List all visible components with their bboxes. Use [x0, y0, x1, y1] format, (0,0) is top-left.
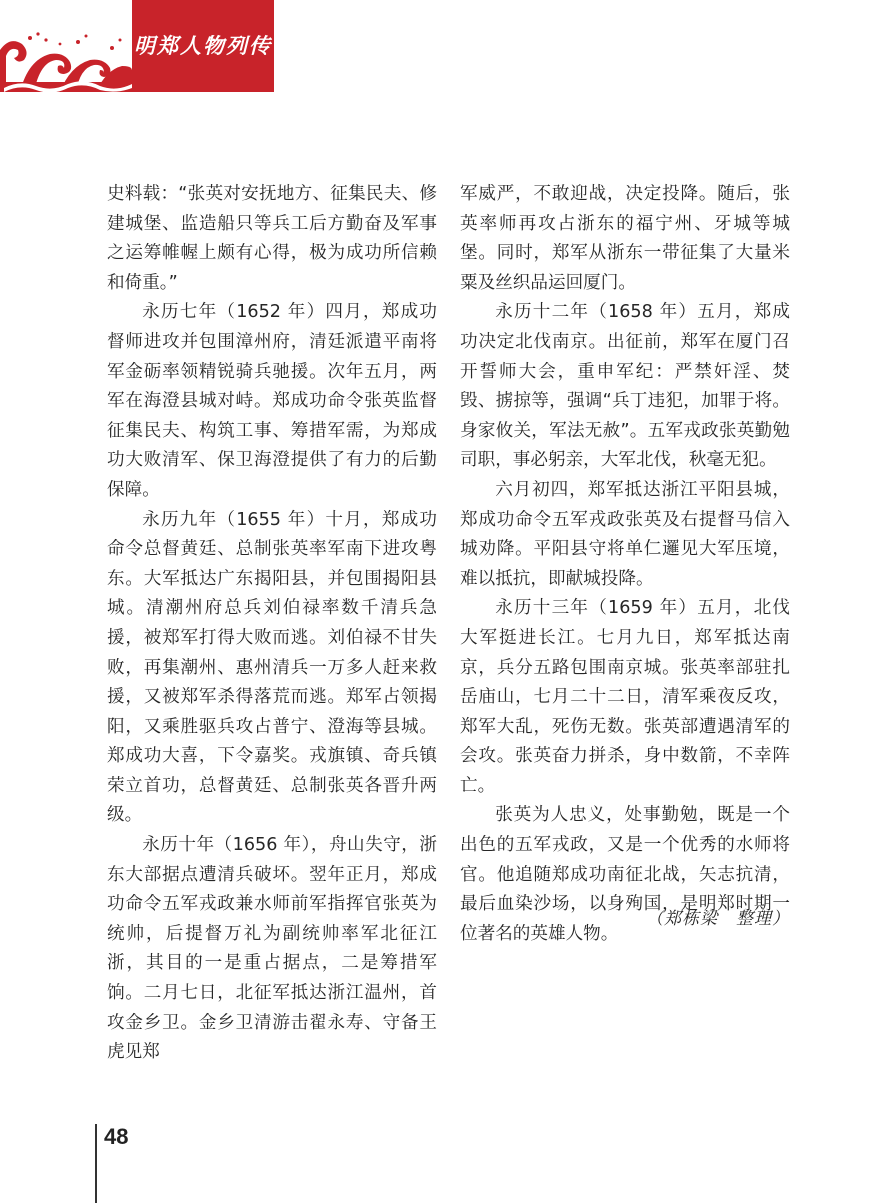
paragraph: 史料载：“张英对安抚地方、征集民夫、修建城堡、监造船只等兵工后方勤奋及军事之运筹帷幄上颇有心得，极为成功所信赖和倚重。” — [107, 184, 437, 293]
series-title: 明郑人物列传 — [134, 33, 272, 58]
page-number: 48 — [104, 1124, 129, 1149]
page-number-rule — [95, 1124, 97, 1203]
paragraph: 永历十年（1656 年），舟山失守，浙东大部据点遭清兵破坏。翌年正月，郑成功命令五军戎政兼水师前军指挥官张英为统帅，后提督万礼为副统帅率军北征江浙，其目的一是重占据点，二是筹措军饷。二月七日，北征军抵达浙江温州，首攻金乡卫。金乡卫清游击翟永寿、守备王虎见郑 — [107, 835, 437, 1063]
left-column — [107, 180, 437, 1068]
editor-signature: （郑栋梁 整理） — [646, 909, 790, 929]
right-column — [460, 180, 790, 949]
paragraph: 永历九年（1655 年）十月，郑成功命令总督黄廷、总制张英率军南下进攻粤东。大军抵达广东揭阳县，并包围揭阳县城。清潮州府总兵刘伯禄率数千清兵急援，被郑军打得大败而逃。刘伯禄不甘失败，再集潮州、惠州清兵一万多人赶来救援，又被郑军杀得落荒而逃。郑军占领揭阳，又乘胜驱兵攻占普宁、澄海等县城。郑成功大喜，下令嘉奖。戎旗镇、奇兵镇荣立首功，总督黄廷、总制张英各晋升两级。 — [107, 509, 437, 826]
paragraph: 军威严，不敢迎战，决定投降。随后，张英率师再攻占浙东的福宁州、牙城等城堡。同时，郑军从浙东一带征集了大量米粟及丝织品运回厦门。 — [460, 184, 790, 293]
series-title-box — [132, 0, 274, 92]
paragraph: 六月初四，郑军抵达浙江平阳县城，郑成功命令五军戎政张英及右提督马信入城劝降。平阳县守将单仁邏见大军压境，难以抵抗，即献城投降。 — [460, 479, 790, 589]
paragraph: 张英为人忠义，处事勤勉，既是一个出色的五军戎政，又是一个优秀的水师将官。他追随郑成功南征北战，矢志抗清，最后血染沙场，以身殉国，是明郑时期一位著名的英雄人物。 — [460, 805, 790, 944]
paragraph: 永历十二年（1658 年）五月，郑成功决定北伐南京。出征前，郑军在厦门召开誓师大会，重申军纪：严禁奸淫、焚毁、掳掠等，强调“兵丁违犯，加罪于将。身家攸关，军法无赦”。五军戎政张英勤勉司职，事必躬亲，大军北伐，秋毫无犯。 — [460, 302, 790, 471]
wave-decoration-icon — [0, 30, 132, 92]
paragraph: 永历十三年（1659 年）五月，北伐大军挺进长江。七月九日，郑军抵达南京，兵分五路包围南京城。张英率部驻扎岳庙山，七月二十二日，清军乘夜反攻，郑军大乱，死伤无数。张英部遭遇清军的会攻。张英奋力拼杀，身中数箭，不幸阵亡。 — [460, 598, 790, 796]
page-header — [0, 0, 880, 92]
paragraph: 永历七年（1652 年）四月，郑成功督师进攻并包围漳州府，清廷派遣平南将军金砺率领精锐骑兵驰援。次年五月，两军在海澄县城对峙。郑成功命令张英监督征集民夫、构筑工事、筹措军需，为郑成功大败清军、保卫海澄提供了有力的后勤保障。 — [107, 302, 437, 500]
